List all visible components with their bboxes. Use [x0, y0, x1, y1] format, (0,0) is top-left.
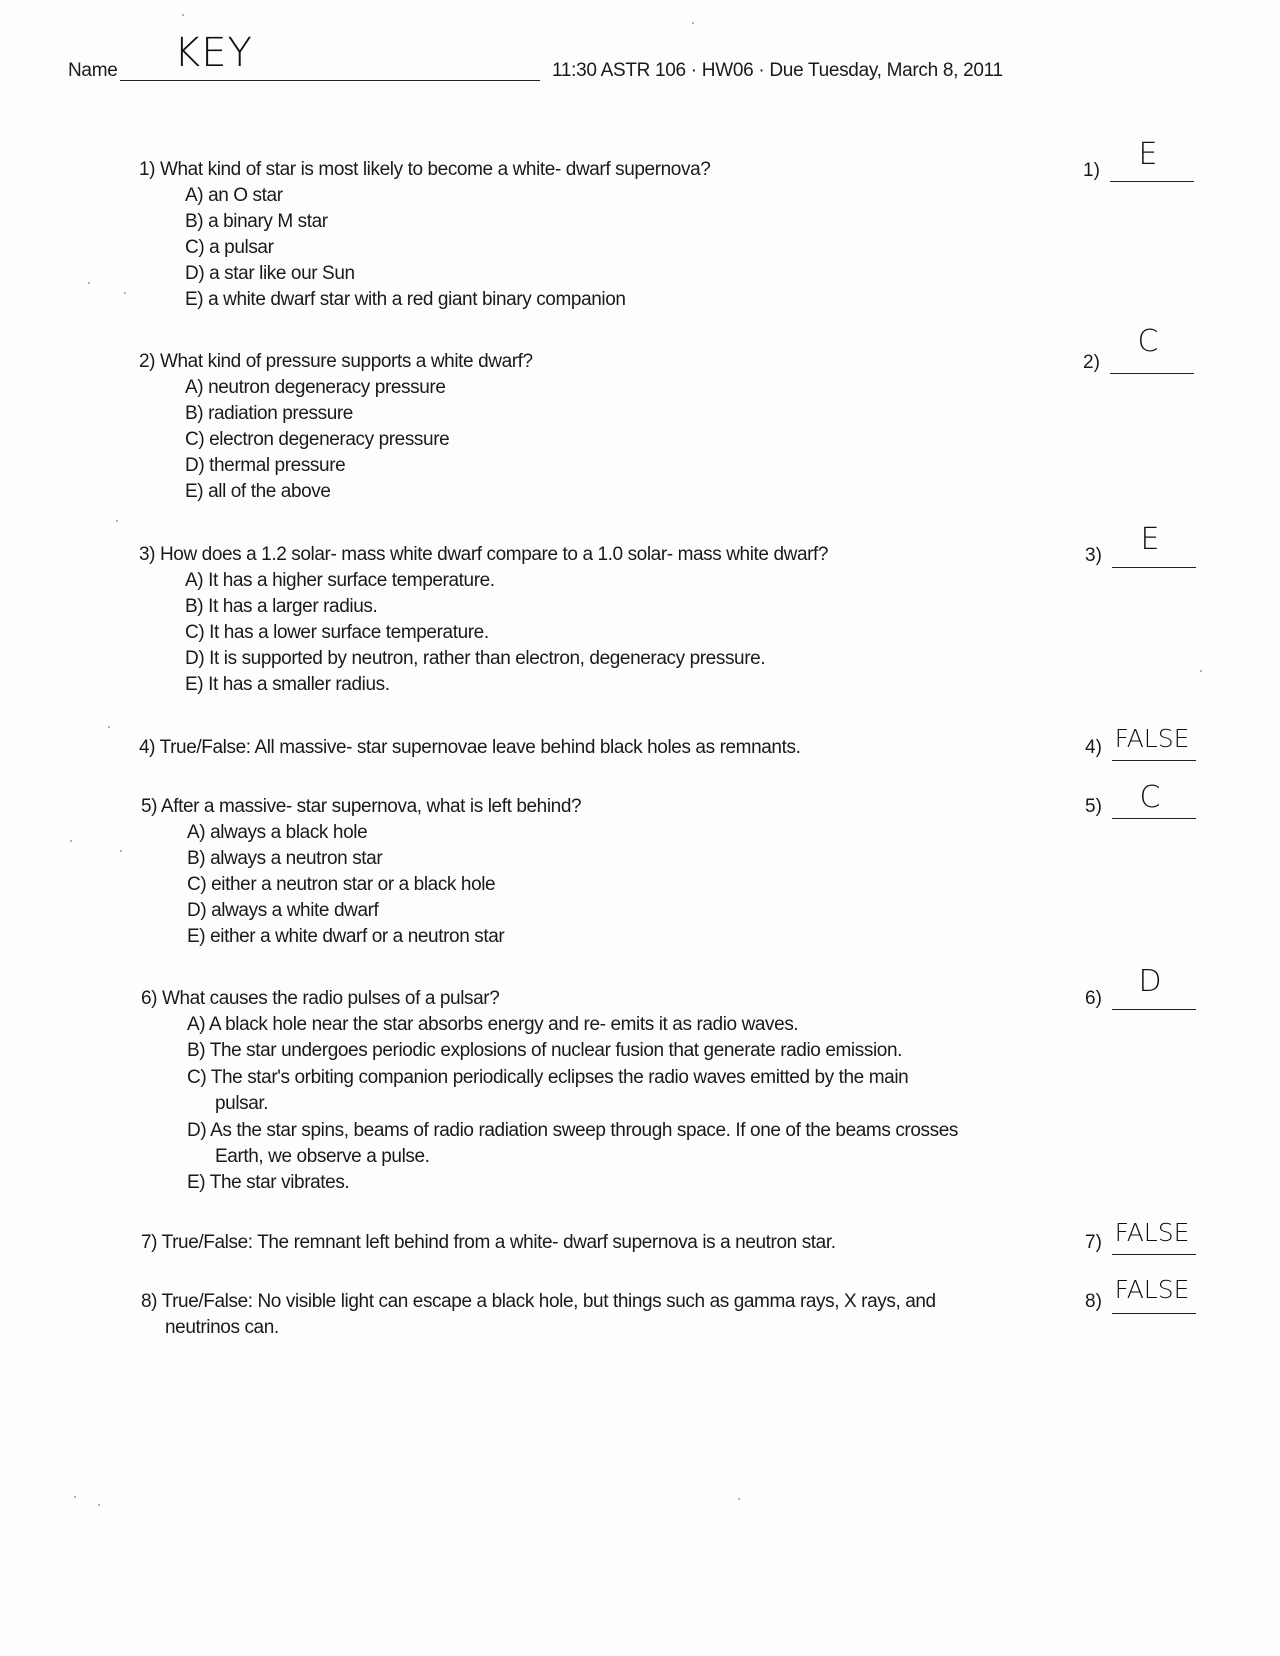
course-header: 11:30 ASTR 106 · HW06 · Due Tuesday, March 8, 2011: [552, 60, 1003, 81]
scan-speck: [74, 1496, 76, 1498]
question-3: 3) How does a 1.2 solar- mass white dwarf compare to a 1.0 solar- mass white dwarf?: [139, 544, 829, 565]
q3-option-b: B) It has a larger radius.: [185, 596, 378, 617]
answer-8: FALSE: [1114, 1275, 1190, 1304]
q1-option-d: D) a star like our Sun: [185, 263, 355, 284]
q2-option-e: E) all of the above: [185, 481, 331, 502]
answer-7: FALSE: [1114, 1218, 1190, 1247]
q3-option-d: D) It is supported by neutron, rather than electron, degeneracy pressure.: [185, 648, 766, 669]
name-handwritten: KEY: [174, 30, 253, 76]
answer-label-1: 1): [1083, 160, 1100, 181]
question-4: 4) True/False: All massive- star supernovae leave behind black holes as remnants.: [139, 737, 801, 758]
answer-line-7: [1112, 1254, 1196, 1255]
q6-option-a: A) A black hole near the star absorbs energy and re- emits it as radio waves.: [187, 1014, 799, 1035]
question-2: 2) What kind of pressure supports a white dwarf?: [139, 351, 533, 372]
answer-line-3: [1112, 567, 1196, 568]
answer-2: C: [1137, 324, 1159, 359]
question-1: 1) What kind of star is most likely to become a white- dwarf supernova?: [139, 159, 711, 180]
scan-speck: [1200, 670, 1202, 672]
scan-speck: [98, 1504, 100, 1506]
answer-1: E: [1138, 137, 1158, 172]
q5-option-e: E) either a white dwarf or a neutron star: [187, 926, 505, 947]
answer-label-3: 3): [1085, 545, 1102, 566]
answer-line-6: [1112, 1009, 1196, 1010]
q2-option-a: A) neutron degeneracy pressure: [185, 377, 446, 398]
answer-line-2: [1110, 373, 1194, 374]
answer-4: FALSE: [1114, 724, 1190, 753]
answer-3: E: [1140, 522, 1160, 557]
scan-speck: [70, 840, 72, 842]
q1-option-e: E) a white dwarf star with a red giant binary companion: [185, 289, 626, 310]
scan-speck: [738, 1498, 740, 1500]
q5-option-a: A) always a black hole: [187, 822, 368, 843]
question-7: 7) True/False: The remnant left behind from a white- dwarf supernova is a neutron star.: [141, 1232, 836, 1253]
q6-option-c: C) The star's orbiting companion periodically eclipses the radio waves emitted by the main: [187, 1067, 909, 1088]
q1-option-a: A) an O star: [185, 185, 283, 206]
scan-speck: [116, 520, 118, 522]
q2-option-d: D) thermal pressure: [185, 455, 346, 476]
question-6: 6) What causes the radio pulses of a pulsar?: [141, 988, 500, 1009]
answer-label-2: 2): [1083, 352, 1100, 373]
scan-speck: [120, 850, 122, 852]
question-8: 8) True/False: No visible light can escape a black hole, but things such as gamma rays, X rays, and: [141, 1291, 936, 1312]
answer-6: D: [1138, 964, 1162, 999]
q6-option-d-cont: Earth, we observe a pulse.: [215, 1146, 430, 1167]
scan-speck: [124, 292, 126, 294]
q3-option-c: C) It has a lower surface temperature.: [185, 622, 489, 643]
q6-option-b: B) The star undergoes periodic explosions of nuclear fusion that generate radio emission.: [187, 1040, 902, 1061]
answer-line-5: [1112, 818, 1196, 819]
answer-5: C: [1139, 780, 1161, 815]
answer-line-8: [1112, 1313, 1196, 1314]
scan-speck: [88, 282, 90, 284]
q3-option-e: E) It has a smaller radius.: [185, 674, 390, 695]
q5-option-d: D) always a white dwarf: [187, 900, 379, 921]
answer-line-1: [1110, 181, 1194, 182]
q5-option-b: B) always a neutron star: [187, 848, 383, 869]
q2-option-b: B) radiation pressure: [185, 403, 353, 424]
q1-option-c: C) a pulsar: [185, 237, 274, 258]
q6-option-c-cont: pulsar.: [215, 1093, 269, 1114]
answer-label-7: 7): [1085, 1232, 1102, 1253]
scan-speck: [108, 726, 110, 728]
q6-option-e: E) The star vibrates.: [187, 1172, 350, 1193]
q3-option-a: A) It has a higher surface temperature.: [185, 570, 495, 591]
name-underline: [120, 80, 540, 81]
answer-line-4: [1112, 760, 1196, 761]
scan-speck: [182, 14, 184, 16]
scan-speck: [692, 22, 694, 24]
q6-option-d: D) As the star spins, beams of radio radiation sweep through space. If one of the beams crosses: [187, 1120, 958, 1141]
answer-label-4: 4): [1085, 737, 1102, 758]
answer-label-5: 5): [1085, 796, 1102, 817]
q8-text-cont: neutrinos can.: [165, 1317, 279, 1338]
name-label: Name: [68, 60, 118, 81]
question-5: 5) After a massive- star supernova, what is left behind?: [141, 796, 582, 817]
q1-option-b: B) a binary M star: [185, 211, 328, 232]
answer-label-6: 6): [1085, 988, 1102, 1009]
q2-option-c: C) electron degeneracy pressure: [185, 429, 450, 450]
answer-label-8: 8): [1085, 1291, 1102, 1312]
q5-option-c: C) either a neutron star or a black hole: [187, 874, 496, 895]
